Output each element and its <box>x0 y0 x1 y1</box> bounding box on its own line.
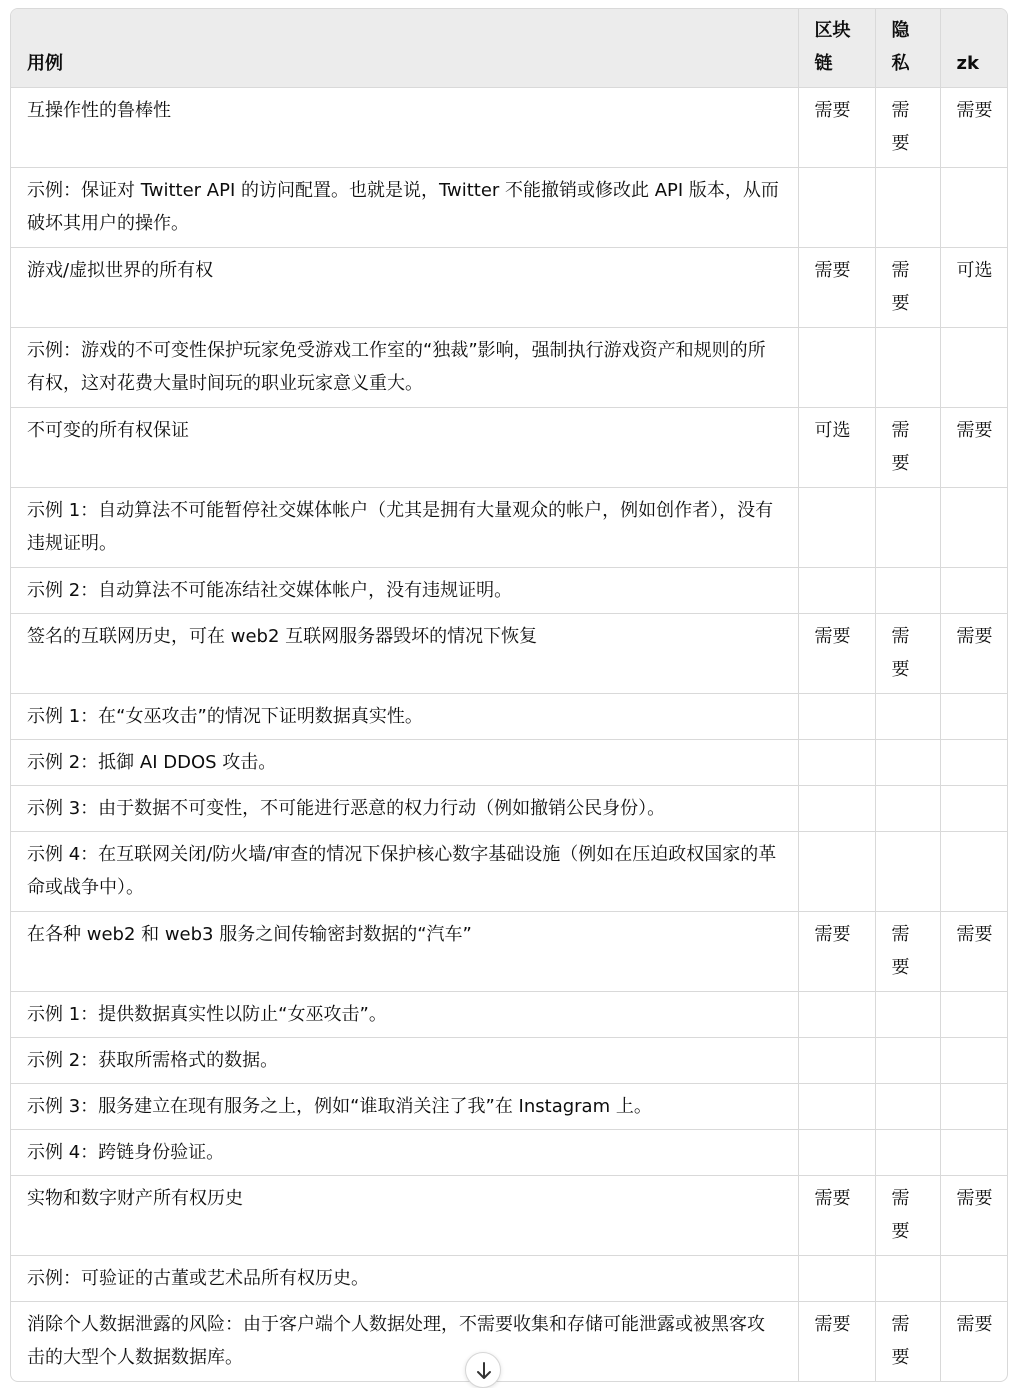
table-row <box>11 1301 1007 1381</box>
table-header-row <box>11 9 1007 87</box>
zk-cell <box>940 739 1007 785</box>
zk-cell: 可选 <box>940 247 1007 327</box>
zk-cell: 需要 <box>940 87 1007 167</box>
zk-cell <box>940 991 1007 1037</box>
zk-cell: 需要 <box>940 911 1007 991</box>
zk-cell <box>940 327 1007 407</box>
table-row <box>11 407 1007 487</box>
zk-cell: 需要 <box>940 407 1007 487</box>
example-cell: 示例：可验证的古董或艺术品所有权历史。 <box>11 1255 798 1301</box>
use-case-cell: 在各种 web2 和 web3 服务之间传输密封数据的“汽车” <box>11 911 798 991</box>
privacy-cell: 需要 <box>875 87 940 167</box>
blockchain-cell <box>798 785 875 831</box>
table-row <box>11 613 1007 693</box>
privacy-cell <box>875 487 940 567</box>
zk-cell: 需要 <box>956 1313 993 1335</box>
table-row <box>11 739 1007 785</box>
header-use-case: 用例 <box>11 9 798 87</box>
table-row <box>11 327 1007 407</box>
table-row <box>11 167 1007 247</box>
blockchain-cell <box>798 327 875 407</box>
zk-cell <box>940 167 1007 247</box>
privacy-cell <box>875 567 940 613</box>
privacy-cell: 需要 <box>875 247 940 327</box>
blockchain-cell: 需要 <box>798 1301 875 1381</box>
use-case-cell: 游戏/虚拟世界的所有权 <box>11 247 798 327</box>
blockchain-cell: 需要 <box>798 613 875 693</box>
example-cell: 示例 1：提供数据真实性以防止“女巫攻击”。 <box>11 991 798 1037</box>
blockchain-cell: 可选 <box>798 407 875 487</box>
blockchain-cell <box>798 991 875 1037</box>
blockchain-cell: 需要 <box>798 87 875 167</box>
example-cell: 示例 2：自动算法不可能冻结社交媒体帐户，没有违规证明。 <box>11 567 798 613</box>
privacy-cell: 需要 <box>875 1301 940 1381</box>
table-row <box>11 693 1007 739</box>
table-row <box>11 1175 1007 1255</box>
zk-cell <box>940 831 1007 911</box>
privacy-cell: 需要 <box>875 407 940 487</box>
table-row <box>11 87 1007 167</box>
privacy-cell <box>875 1255 940 1301</box>
privacy-cell <box>875 991 940 1037</box>
use-case-table <box>11 9 1007 1381</box>
table-row <box>11 487 1007 567</box>
privacy-cell: 需要 <box>875 911 940 991</box>
header-zk: zk <box>940 9 1007 87</box>
use-case-cell: 消除个人数据泄露的风险：由于客户端个人数据处理，不需要收集和存储可能泄露或被黑客攻击的大型个人数据数据库。 <box>11 1301 798 1381</box>
blockchain-cell <box>798 487 875 567</box>
blockchain-cell <box>798 1083 875 1129</box>
example-cell: 示例 2：获取所需格式的数据。 <box>11 1037 798 1083</box>
table-row <box>11 831 1007 911</box>
blockchain-cell <box>798 1037 875 1083</box>
blockchain-cell <box>798 1129 875 1175</box>
zk-cell <box>940 1255 1007 1301</box>
table-row <box>11 1037 1007 1083</box>
privacy-cell <box>875 1037 940 1083</box>
example-cell: 示例 4：跨链身份验证。 <box>11 1129 798 1175</box>
zk-cell <box>940 1129 1007 1175</box>
blockchain-cell: 需要 <box>798 247 875 327</box>
privacy-cell <box>875 167 940 247</box>
zk-cell <box>940 693 1007 739</box>
header-privacy: 隐私 <box>875 9 940 87</box>
table-row <box>11 567 1007 613</box>
arrow-down-icon <box>475 1361 493 1381</box>
table-row <box>11 1083 1007 1129</box>
privacy-cell <box>875 785 940 831</box>
privacy-cell <box>875 1129 940 1175</box>
example-cell: 示例：保证对 Twitter API 的访问配置。也就是说，Twitter 不能撤销或修改此 API 版本，从而破坏其用户的操作。 <box>11 167 798 247</box>
zk-cell <box>940 567 1007 613</box>
blockchain-cell <box>798 831 875 911</box>
privacy-cell <box>875 739 940 785</box>
table-row <box>11 785 1007 831</box>
use-case-cell: 互操作性的鲁棒性 <box>11 87 798 167</box>
table-row <box>11 911 1007 991</box>
blockchain-cell <box>798 567 875 613</box>
privacy-cell <box>875 327 940 407</box>
privacy-cell: 需要 <box>875 1175 940 1255</box>
blockchain-cell: 需要 <box>798 1175 875 1255</box>
privacy-cell <box>875 693 940 739</box>
blockchain-cell <box>798 1255 875 1301</box>
table-row <box>11 991 1007 1037</box>
comparison-table <box>10 8 1008 1382</box>
privacy-cell <box>875 831 940 911</box>
zk-cell <box>940 1083 1007 1129</box>
use-case-cell: 签名的互联网历史，可在 web2 互联网服务器毁坏的情况下恢复 <box>11 613 798 693</box>
zk-cell <box>940 1037 1007 1083</box>
example-cell: 示例 4：在互联网关闭/防火墙/审查的情况下保护核心数字基础设施（例如在压迫政权国家的革命或战争中）。 <box>11 831 798 911</box>
blockchain-cell <box>798 167 875 247</box>
blockchain-cell: 需要 <box>798 911 875 991</box>
blockchain-cell <box>798 693 875 739</box>
use-case-cell: 实物和数字财产所有权历史 <box>11 1175 798 1255</box>
table-row <box>11 247 1007 327</box>
zk-cell: 需要 <box>940 613 1007 693</box>
privacy-cell: 需要 <box>875 613 940 693</box>
header-blockchain: 区块链 <box>798 9 875 87</box>
example-cell: 示例：游戏的不可变性保护玩家免受游戏工作室的“独裁”影响，强制执行游戏资产和规则的所有权，这对花费大量时间玩的职业玩家意义重大。 <box>11 327 798 407</box>
blockchain-cell <box>798 739 875 785</box>
table-row <box>11 1255 1007 1301</box>
zk-cell <box>940 487 1007 567</box>
scroll-down-button[interactable] <box>465 1352 501 1388</box>
table-row <box>11 1129 1007 1175</box>
zk-cell: 需要 <box>940 1175 1007 1255</box>
example-cell: 示例 2：抵御 AI DDOS 攻击。 <box>11 739 798 785</box>
privacy-cell <box>875 1083 940 1129</box>
use-case-cell: 不可变的所有权保证 <box>11 407 798 487</box>
example-cell: 示例 3：由于数据不可变性，不可能进行恶意的权力行动（例如撤销公民身份）。 <box>11 785 798 831</box>
zk-cell <box>940 785 1007 831</box>
example-cell: 示例 1：自动算法不可能暂停社交媒体帐户（尤其是拥有大量观众的帐户，例如创作者），没有违规证明。 <box>11 487 798 567</box>
example-cell: 示例 3：服务建立在现有服务之上，例如“谁取消关注了我”在 Instagram 上。 <box>11 1083 798 1129</box>
example-cell: 示例 1：在“女巫攻击”的情况下证明数据真实性。 <box>11 693 798 739</box>
